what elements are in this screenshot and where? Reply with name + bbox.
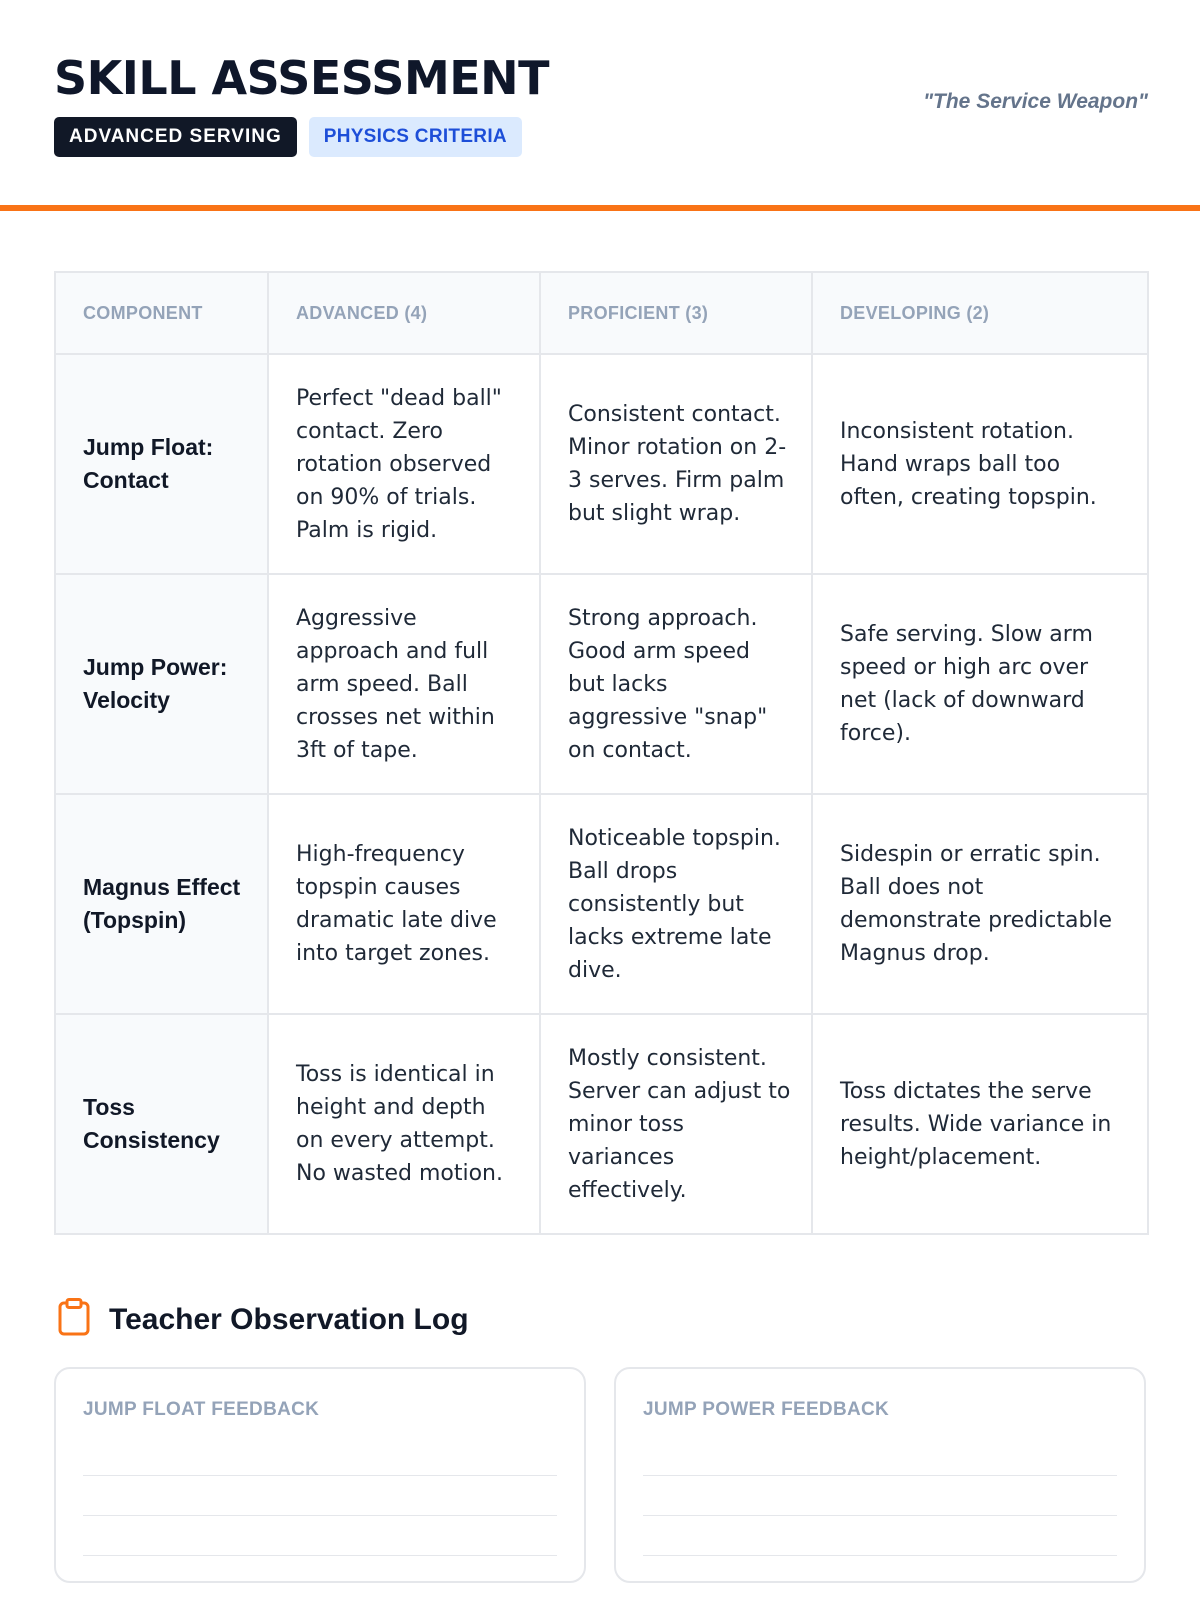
column-header-component: COMPONENT (55, 272, 268, 354)
column-header-advanced: ADVANCED (4) (268, 272, 540, 354)
component-cell: Toss Consistency (55, 1014, 268, 1234)
tagline: "The Service Weapon" (923, 90, 1148, 113)
observation-heading (57, 1298, 469, 1341)
advanced-cell: High-frequency topspin causes dramatic late dive into target zones. (268, 794, 540, 1014)
proficient-cell: Strong approach. Good arm speed but lacks aggressive "snap" on contact. (540, 574, 812, 794)
criteria-badge: PHYSICS CRITERIA (309, 117, 522, 157)
advanced-cell: Aggressive approach and full arm speed. Ball crosses net within 3ft of tape. (268, 574, 540, 794)
writing-line (643, 1555, 1117, 1556)
developing-cell: Inconsistent rotation. Hand wraps ball too often, creating topspin. (812, 354, 1148, 574)
jump-power-feedback-card[interactable] (614, 1367, 1146, 1583)
writing-line (83, 1555, 557, 1556)
header (0, 0, 1200, 211)
proficient-cell: Noticeable topspin. Ball drops consistently but lacks extreme late dive. (540, 794, 812, 1014)
developing-cell: Safe serving. Slow arm speed or high arc over net (lack of downward force). (812, 574, 1148, 794)
level-badge: ADVANCED SERVING (54, 117, 297, 157)
page-title: SKILL ASSESSMENT (54, 51, 550, 105)
proficient-cell: Consistent contact. Minor rotation on 2-3 serves. Firm palm but slight wrap. (540, 354, 812, 574)
column-header-proficient: PROFICIENT (3) (540, 272, 812, 354)
writing-line (643, 1515, 1117, 1516)
column-header-developing: DEVELOPING (2) (812, 272, 1148, 354)
clipboard-icon (57, 1298, 91, 1341)
rubric-table (54, 271, 1149, 1235)
table-row (55, 574, 1148, 794)
badge-group (54, 117, 522, 157)
card-label: JUMP POWER FEEDBACK (643, 1399, 890, 1420)
writing-line (83, 1515, 557, 1516)
card-label: JUMP FLOAT FEEDBACK (83, 1399, 320, 1420)
writing-line (83, 1475, 557, 1476)
table-row (55, 354, 1148, 574)
table-row (55, 794, 1148, 1014)
rubric-header-row (55, 272, 1148, 354)
observation-title: Teacher Observation Log (109, 1302, 469, 1336)
developing-cell: Sidespin or erratic spin. Ball does not demonstrate predictable Magnus drop. (812, 794, 1148, 1014)
component-cell: Magnus Effect (Topspin) (55, 794, 268, 1014)
table-row (55, 1014, 1148, 1234)
developing-cell: Toss dictates the serve results. Wide variance in height/placement. (812, 1014, 1148, 1234)
advanced-cell: Perfect "dead ball" contact. Zero rotation observed on 90% of trials. Palm is rigid. (268, 354, 540, 574)
component-cell: Jump Float: Contact (55, 354, 268, 574)
proficient-cell: Mostly consistent. Server can adjust to minor toss variances effectively. (540, 1014, 812, 1234)
advanced-cell: Toss is identical in height and depth on every attempt. No wasted motion. (268, 1014, 540, 1234)
jump-float-feedback-card[interactable] (54, 1367, 586, 1583)
writing-line (643, 1475, 1117, 1476)
component-cell: Jump Power: Velocity (55, 574, 268, 794)
